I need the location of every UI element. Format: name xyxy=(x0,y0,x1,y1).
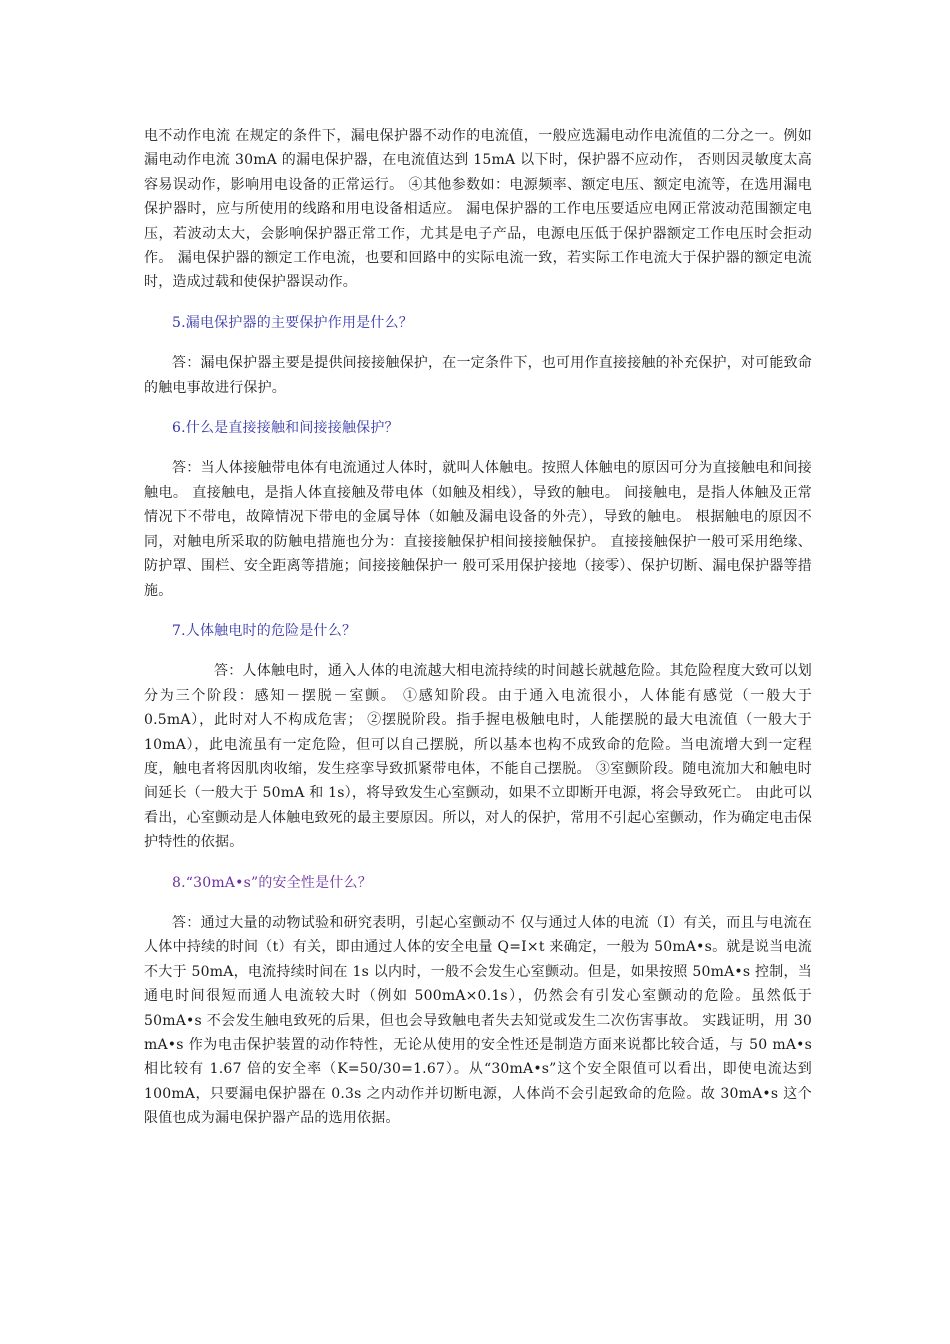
intro-paragraph: 电不动作电流 在规定的条件下，漏电保护器不动作的电流值，一般应选漏电动作电流值的二分之一。例如漏电动作电流 30mA 的漏电保护器，在电流值达到 15mA 以下时，保护器不应动作， 否则因灵敏度太高容易误动作，影响用电设备的正常运行。 ④其他参数如：电源频率、额定电压、额定电流等，在选用漏电保护器时，应与所使用的线路和用电设备相适应。 漏电保护器的工作电压要适应电网正常波动范围额定电压，若波动太大，会影响保护器正常工作，尤其是电子产品，电源电压低于保护器额定工作电压时会拒动作。 漏电保护器的额定工作电流，也要和回路中的实际电流一致，若实际工作电流大于保护器的额定电流时，造成过载和使保护器误动作。 xyxy=(144,128,812,291)
question-7-heading: 7.人体触电时的危险是什么？ xyxy=(172,622,357,639)
question-6-answer: 答：当人体接触带电体有电流通过人体时，就叫人体触电。按照人体触电的原因可分为直接触电和间接触电。 直接触电，是指人体直接触及带电体（如触及相线），导致的触电。 间接触电，是指人体触及正常情况下不带电，故障情况下带电的金属导体（如触及漏电设备的外壳），导致的触电。 根据触电的原因不同，对触电所采取的防触电措施也分为：直接接触保护相间接接触保护。 直接接触保护一般可采用绝缘、防护罩、围栏、安全距离等措施；间接接触保护一 般可采用保护接地（接零）、保护切断、漏电保护器等措施。 xyxy=(144,460,812,599)
question-6-heading: 6.什么是直接接触和间接接触保护？ xyxy=(172,420,399,437)
question-5-heading: 5.漏电保护器的主要保护作用是什么？ xyxy=(172,314,413,331)
question-8-answer: 答：通过大量的动物试验和研究表明，引起心室颤动不 仅与通过人体的电流（I）有关，而且与电流在人体中持续的时间（t）有关，即由通过人体的安全电量 Q=I×t 来确定，一般为 50mA•s。就是说当电流不大于 50mA，电流持续时间在 1s 以内时，一般不会发生心室颤动。但是，如果按照 50mA•s 控制，当通电时间很短而通人电流较大时（例如 500mA×0.1s），仍然会有引发心室颤动的危险。虽然低于 50mA•s 不会发生触电致死的后果，但也会导致触电者失去知觉或发生二次伤害事故。 实践证明，用 30 mA•s 作为电击保护装置的动作特性，无论从使用的安全性还是制造方面来说都比较合适，与 50 mA•s 相比较有 1.67 倍的安全率（K=50/30=1.67）。从“30mA•s”这个安全限值可以看出，即使电流达到 100mA，只要漏电保护器在 0.3s 之内动作并切断电源，人体尚不会引起致命的危险。故 30mA•s 这个限值也成为漏电保护器产品的选用依据。 xyxy=(144,914,812,1127)
question-8-heading: 8.“30mA•s”的安全性是什么？ xyxy=(172,874,372,891)
document-page xyxy=(144,124,812,1131)
question-5-answer: 答：漏电保护器主要是提供间接接触保护，在一定条件下，也可用作直接接触的补充保护，对可能致命的触电事故进行保护。 xyxy=(144,355,812,396)
question-7-answer: 答：人体触电时，通入人体的电流越大相电流持续的时间越长就越危险。其危险程度大致可以划分为三个阶段：感知－摆脱－室颤。 ①感知阶段。由于通入电流很小，人体能有感觉（一般大于 0.5mA），此时对人不构成危害； ②摆脱阶段。指手握电极触电时，人能摆脱的最大电流值（一般大于 10mA），此电流虽有一定危险，但可以自己摆脱，所以基本也构不成致命的危险。当电流增大到一定程度，触电者将因肌肉收缩，发生痉挛导致抓紧带电体，不能自己摆脱。 ③室颤阶段。随电流加大和触电时间延长（一般大于 50mA 和 1s），将导致发生心室颤动，如果不立即断开电源，将会导致死亡。 由此可以看出，心室颤动是人体触电致死的最主要原因。所以，对人的保护，常用不引起心室颤动，作为确定电击保护特性的依据。 xyxy=(144,663,812,851)
